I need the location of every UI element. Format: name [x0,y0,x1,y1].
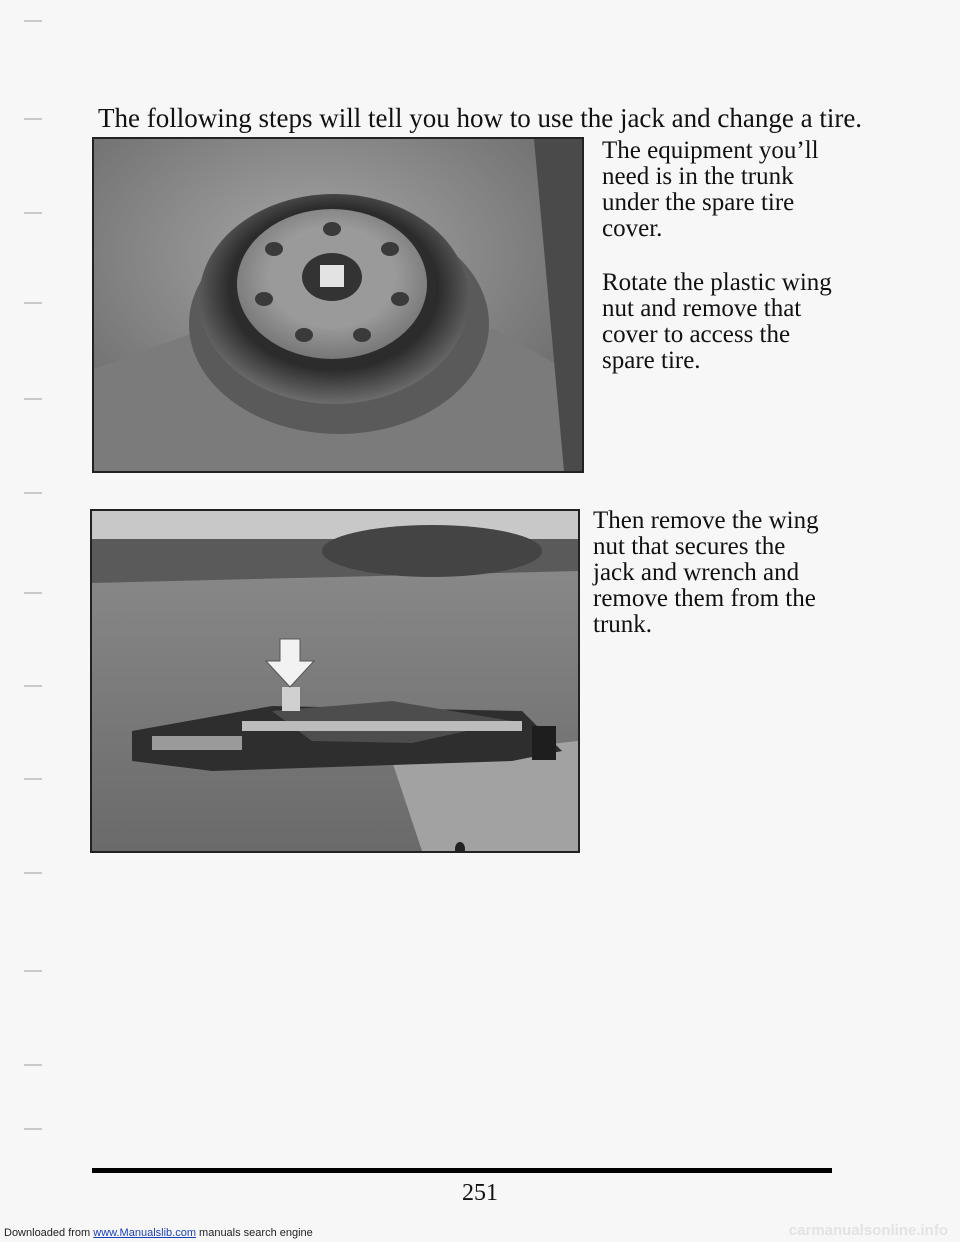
spare-tire-photo [92,137,584,473]
footer-note [4,1224,313,1242]
paragraph-equipment: The equipment you’ll need is in the trunk under the spare tire cover. [602,137,819,242]
footer-prefix: Downloaded from [4,1227,94,1239]
manualslib-link[interactable]: www.Manualslib.com [93,1227,196,1239]
jack-and-wrench-photo [90,509,580,853]
page-number: 251 [462,1180,498,1206]
download-footer [0,1224,960,1242]
footer-suffix: manuals search engine [195,1227,313,1239]
watermark: carmanualsonline.info [788,1222,948,1239]
footer-rule [92,1168,832,1173]
paragraph-remove-jack: Then remove the wing nut that secures the jack and wrench and remove them from the trunk. [593,507,819,638]
margin-marks [0,0,60,1242]
page-heading: The following steps will tell you how to use the jack and change a tire. [98,103,863,133]
paragraph-rotate-wing-nut: Rotate the plastic wing nut and remove that cover to access the spare tire. [602,269,832,374]
